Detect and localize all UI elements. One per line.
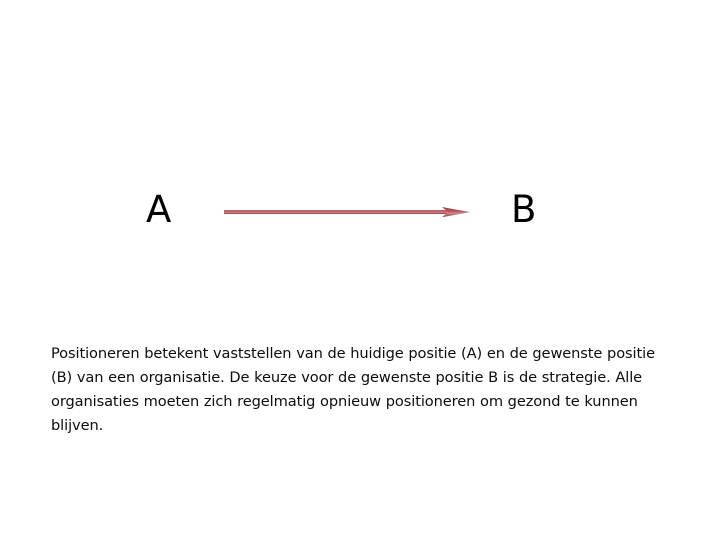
right-arrow-icon: [224, 202, 472, 222]
body-paragraph: Positioneren betekent vaststellen van de huidige positie (A) en de gewenste positie (B) van een organisatie. De keuze voor de gewenste positie B is de strategie. Alle organisaties moeten zich regelmatig opnieuw positioneren om gezond te kunnen blijven.: [51, 344, 655, 435]
a-to-b-arrow-diagram: [0, 190, 720, 240]
node-label-a: A: [146, 188, 172, 231]
node-label-b: B: [511, 188, 537, 231]
